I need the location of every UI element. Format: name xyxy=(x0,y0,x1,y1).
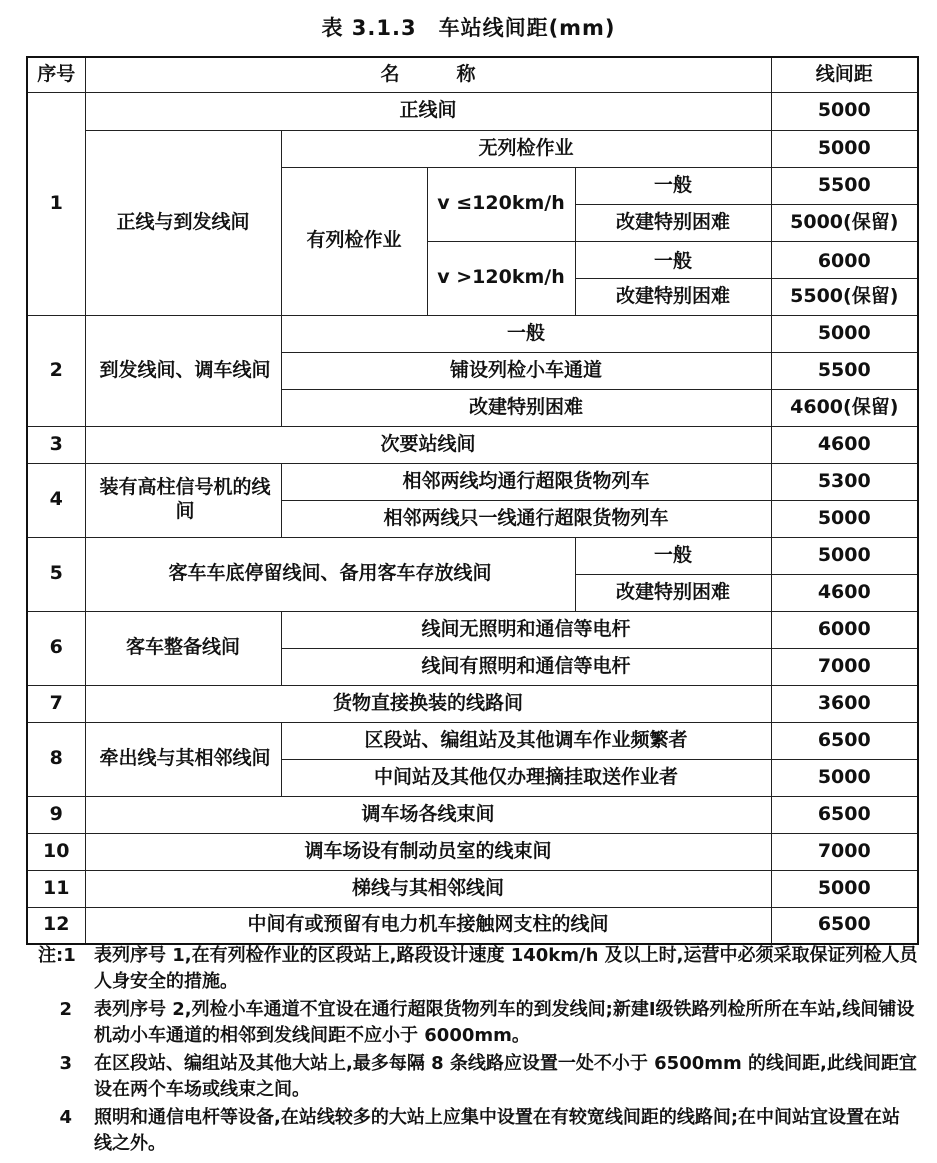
row-value: 6000 xyxy=(771,611,918,648)
row-number: 11 xyxy=(27,870,85,907)
note-text: 表列序号 2,列检小车通道不宜设在通行超限货物列车的到发线间;新建Ⅰ级铁路列检所所在车站,线间铺设机动小车通道的相邻到发线间距不应小于 6000mm。 xyxy=(94,999,915,1046)
row-number: 6 xyxy=(27,611,85,685)
row-value: 5000 xyxy=(771,315,918,352)
speed-high: v >120km/h xyxy=(427,241,575,315)
note-item xyxy=(38,1105,918,1157)
table-row xyxy=(27,315,918,352)
row-name: 货物直接换装的线路间 xyxy=(85,685,771,722)
row-value: 5000 xyxy=(771,759,918,796)
table-row xyxy=(27,92,918,130)
note-text: 照明和通信电杆等设备,在站线较多的大站上应集中设置在有较宽线间距的线路间;在中间站宜设置在站线之外。 xyxy=(94,1107,901,1154)
row-name: 次要站线间 xyxy=(85,426,771,463)
row-name: 中间站及其他仅办理摘挂取送作业者 xyxy=(281,759,771,796)
row-number: 12 xyxy=(27,907,85,944)
row-name: 改建特别困难 xyxy=(575,278,771,315)
note-number: 4 xyxy=(59,1107,72,1128)
table-row xyxy=(27,426,918,463)
note-item xyxy=(38,1051,918,1103)
note-item xyxy=(38,943,918,995)
table-title: 表 3.1.3 车站线间距(mm) xyxy=(321,16,616,40)
row-category: 正线与到发线间 xyxy=(85,130,281,315)
row-name: 调车场设有制动员室的线束间 xyxy=(85,833,771,870)
table-row xyxy=(27,833,918,870)
row-category: 到发线间、调车线间 xyxy=(85,315,281,426)
header-name: 名 称 xyxy=(85,57,771,92)
row-number: 7 xyxy=(27,685,85,722)
row-number: 4 xyxy=(27,463,85,537)
row-value: 6500 xyxy=(771,907,918,944)
note-number: 注:1 xyxy=(38,945,76,966)
row-name: 改建特别困难 xyxy=(575,204,771,241)
row-number: 10 xyxy=(27,833,85,870)
row-value: 7000 xyxy=(771,648,918,685)
table-row xyxy=(27,796,918,833)
table-row xyxy=(27,907,918,944)
row-value: 7000 xyxy=(771,833,918,870)
row-name: 一般 xyxy=(575,167,771,204)
row-value: 5300 xyxy=(771,463,918,500)
row-name: 线间无照明和通信等电杆 xyxy=(281,611,771,648)
note-number: 3 xyxy=(59,1053,72,1074)
row-value: 6500 xyxy=(771,796,918,833)
row-value: 4600 xyxy=(771,574,918,611)
row-value: 5500 xyxy=(771,352,918,389)
row-name: 一般 xyxy=(575,537,771,574)
row-value: 5500 xyxy=(771,167,918,204)
row-value: 5500(保留) xyxy=(771,278,918,315)
row-name: 相邻两线均通行超限货物列车 xyxy=(281,463,771,500)
row-number: 5 xyxy=(27,537,85,611)
table-row xyxy=(27,130,918,167)
row-number: 2 xyxy=(27,315,85,426)
row-category: 客车整备线间 xyxy=(85,611,281,685)
note-number: 2 xyxy=(59,999,72,1020)
row-name: 中间有或预留有电力机车接触网支柱的线间 xyxy=(85,907,771,944)
row-category: 装有高柱信号机的线间 xyxy=(85,463,281,537)
row-value: 4600(保留) xyxy=(771,389,918,426)
row-name: 一般 xyxy=(575,246,771,278)
table-row xyxy=(27,463,918,500)
row-number: 9 xyxy=(27,796,85,833)
row-name: 相邻两线只一线通行超限货物列车 xyxy=(281,500,771,537)
spacing-table xyxy=(26,56,919,945)
row-name: 调车场各线束间 xyxy=(85,796,771,833)
row-name: 铺设列检小车通道 xyxy=(281,352,771,389)
header-dist: 线间距 xyxy=(771,57,918,92)
row-subcategory: 有列检作业 xyxy=(281,167,427,315)
row-value: 5000 xyxy=(771,870,918,907)
header-row xyxy=(27,57,918,92)
row-category: 客车车底停留线间、备用客车存放线间 xyxy=(85,537,575,611)
row-value: 3600 xyxy=(771,685,918,722)
table-row xyxy=(27,685,918,722)
row-value: 5000 xyxy=(771,500,918,537)
row-value: 5000 xyxy=(771,130,918,167)
row-value: 4600 xyxy=(771,426,918,463)
table-row xyxy=(27,611,918,648)
row-name: 一般 xyxy=(281,315,771,352)
row-number: 8 xyxy=(27,722,85,796)
row-name: 正线间 xyxy=(85,92,771,130)
row-value: 6500 xyxy=(771,722,918,759)
table-row xyxy=(27,537,918,574)
row-number: 3 xyxy=(27,426,85,463)
row-name: 线间有照明和通信等电杆 xyxy=(281,648,771,685)
note-text: 在区段站、编组站及其他大站上,最多每隔 8 条线路应设置一处不小于 6500mm 的线间距,此线间距宜设在两个车场或线束之间。 xyxy=(94,1053,917,1100)
row-number: 1 xyxy=(27,92,85,315)
header-no: 序号 xyxy=(27,57,85,92)
row-value: 5000 xyxy=(771,92,918,130)
row-name: 无列检作业 xyxy=(281,130,771,167)
row-name: 改建特别困难 xyxy=(575,574,771,611)
table-row xyxy=(27,722,918,759)
row-name: 区段站、编组站及其他调车作业频繁者 xyxy=(281,722,771,759)
notes-section xyxy=(38,943,918,1159)
row-name: 梯线与其相邻线间 xyxy=(85,870,771,907)
speed-low: v ≤120km/h xyxy=(427,167,575,241)
row-value: 5000 xyxy=(771,537,918,574)
row-value: 6000 xyxy=(771,246,918,278)
table-row xyxy=(27,870,918,907)
row-category: 牵出线与其相邻线间 xyxy=(85,722,281,796)
row-name: 改建特别困难 xyxy=(281,389,771,426)
note-text: 表列序号 1,在有列检作业的区段站上,路段设计速度 140km/h 及以上时,运营中必须采取保证列检人员人身安全的措施。 xyxy=(94,945,918,992)
note-item xyxy=(38,997,918,1049)
row-value: 5000(保留) xyxy=(771,204,918,241)
